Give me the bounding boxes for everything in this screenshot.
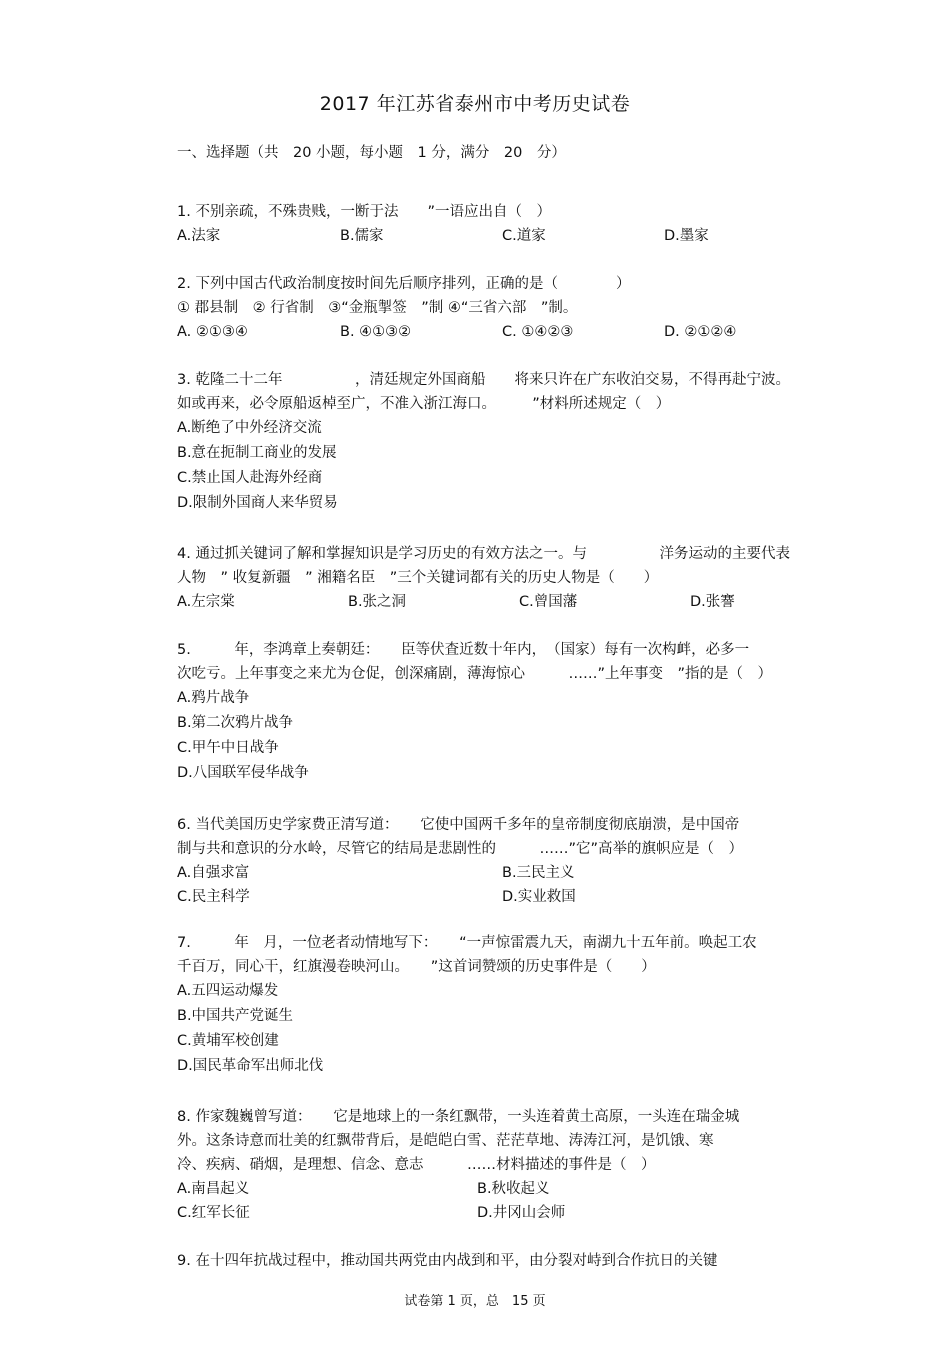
question-stem: 1. 不别亲疏，不殊贵贱，一断于法 ”一语应出自（ ） [177, 204, 551, 220]
option-a: A.自强求富 [177, 865, 250, 881]
question-8 [177, 1105, 797, 1225]
option-d: D.八国联军侵华战争 [177, 765, 309, 781]
question-4 [177, 542, 797, 614]
option-c: C.道家 [502, 228, 546, 244]
options-row [177, 1201, 797, 1225]
options-row [177, 590, 797, 614]
question-9 [177, 1249, 797, 1273]
question-1 [177, 200, 797, 248]
question-6 [177, 813, 797, 909]
section-heading: 一、选择题（共 20 小题，每小题 1 分，满分 20 分） [177, 145, 566, 161]
option-c: C.黄埔军校创建 [177, 1033, 279, 1049]
page-footer: 试卷第 1 页，总 15 页 [404, 1294, 546, 1309]
option-b: B.张之洞 [348, 594, 407, 610]
option-c: C.红军长征 [177, 1205, 250, 1221]
question-stem: 6. 当代美国历史学家费正清写道： 它使中国两千多年的皇帝制度彻底崩溃，是中国帝 [177, 817, 740, 833]
options-row [177, 320, 797, 344]
option-d: D.张謇 [690, 594, 735, 610]
question-stem: 7. 年 月，一位老者动情地写下： “一声惊雷震九天，南湖九十五年前。唤起工农 [177, 935, 757, 951]
option-a: A.断绝了中外经济交流 [177, 420, 322, 436]
option-b: B.第二次鸦片战争 [177, 715, 294, 731]
option-b: B.秋收起义 [477, 1181, 550, 1197]
option-b: B.三民主义 [502, 865, 575, 881]
option-a: A.鸦片战争 [177, 690, 250, 706]
question-stem: 3. 乾隆二十二年 ，清廷规定外国商船 将来只许在广东收泊交易，不得再赴宁波。 [177, 372, 790, 388]
question-stem: 2. 下列中国古代政治制度按时间先后顺序排列，正确的是（ ） [177, 276, 631, 292]
question-stem: 5. 年，李鸿章上奏朝廷： 臣等伏査近数十年内， （国家）每有一次构衅，必多一 [177, 642, 750, 658]
option-d: D.实业救国 [502, 889, 576, 905]
option-b: B.中国共产党诞生 [177, 1008, 294, 1024]
options-row [177, 1177, 797, 1201]
option-b: B.意在扼制工商业的发展 [177, 445, 337, 461]
question-stem: 8. 作家魏巍曾写道： 它是地球上的一条红飘带，一头连着黄土高原，一头连在瑞金城 [177, 1109, 740, 1125]
option-b: B.儒家 [340, 228, 384, 244]
question-3 [177, 368, 797, 516]
question-stem: 制与共和意识的分水岭，尽管它的结局是悲剧性的 ……”它”高举的旗帜应是（ ） [177, 841, 744, 857]
question-stem: 9. 在十四年抗战过程中，推动国共两党由内战到和平，由分裂对峙到合作抗日的关键 [177, 1253, 718, 1269]
option-c: C. ①④②③ [502, 324, 574, 340]
question-stem: ① 郡县制 ② 行省制 ③“金瓶掣签 ”制 ④“三省六部 ”制。 [177, 300, 578, 316]
option-c: C.民主科学 [177, 889, 250, 905]
options-row [177, 861, 797, 885]
question-stem: 冷、疾病、硝烟，是理想、信念、意志 ……材料描述的事件是（ ） [177, 1157, 656, 1173]
options-row [177, 885, 797, 909]
option-a: A.南昌起义 [177, 1181, 250, 1197]
question-stem: 千百万，同心干，红旗漫卷映河山。 ”这首词赞颂的历史事件是（ ） [177, 959, 656, 975]
option-a: A.左宗棠 [177, 594, 235, 610]
option-d: D. ②①②④ [664, 324, 737, 340]
option-b: B. ④①③② [340, 324, 412, 340]
option-c: C.禁止国人赴海外经商 [177, 470, 323, 486]
question-5 [177, 638, 797, 786]
question-stem: 如或再来，必令原船返棹至广，不准入浙江海口。 ”材料所述规定（ ） [177, 396, 671, 412]
question-7 [177, 931, 797, 1079]
option-a: A. ②①③④ [177, 324, 248, 340]
option-d: D.井冈山会师 [477, 1205, 566, 1221]
question-stem: 外。这条诗意而壮美的红飘带背后，是皑皑白雪、茫茫草地、涛涛江河，是饥饿、寒 [177, 1133, 714, 1149]
page-title: 2017 年江苏省泰州市中考历史试卷 [319, 93, 631, 115]
option-d: D.墨家 [664, 228, 709, 244]
option-a: A.五四运动爆发 [177, 983, 279, 999]
question-stem: 人物 ” 收复新疆 ” 湘籍名臣 ”三个关键词都有关的历史人物是（ ） [177, 570, 659, 586]
options-row [177, 224, 797, 248]
question-stem: 次吃亏。上年事变之来尤为仓促，创深痛剧，薄海惊心 ……”上年事变 ”指的是（ ） [177, 666, 773, 682]
option-c: C.曾国藩 [519, 594, 578, 610]
option-d: D.限制外国商人来华贸易 [177, 495, 338, 511]
option-a: A.法家 [177, 228, 221, 244]
question-2 [177, 272, 797, 344]
option-c: C.甲午中日战争 [177, 740, 279, 756]
option-d: D.国民革命军出师北伐 [177, 1058, 324, 1074]
question-stem: 4. 通过抓关键词了解和掌握知识是学习历史的有效方法之一。与 洋务运动的主要代表 [177, 546, 790, 562]
